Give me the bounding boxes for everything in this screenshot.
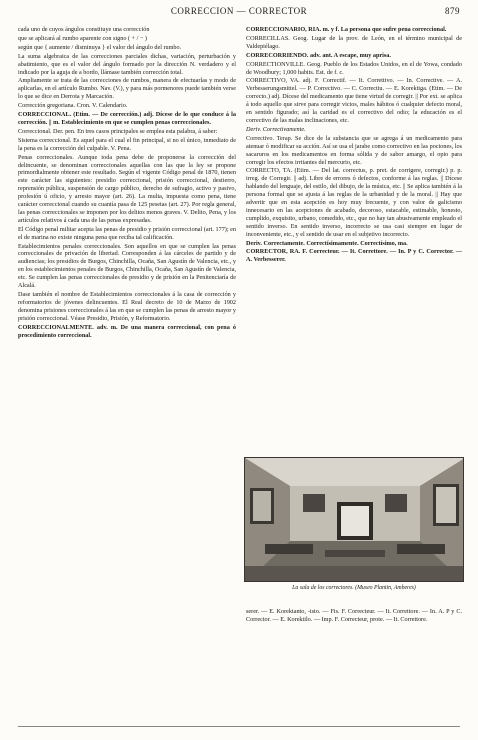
- left-paragraph: Sistema correccional. Es aquel para el cual el fin principal, si no el único, inmediato de la pena es la corrección del culpable. V. Pena.: [18, 136, 236, 152]
- entry-correctivo: CORRECTIVO, VA. adj. F. Correctif. — It. Correttivo. — In. Corrective. — A. Verbesserungsmittel. — P. Correctivo. — C. Correctiu. — E. Korektiga. (Etim. — De correcto.) adj. Dícese del medicamento que tiene virtud de corregir. || Por ext. se aplica á todo aquello que sirve para corregir vicios, males hábitos ó cualquier defecto moral, en sentido figurado; así la caridad es el correctivo del odio; la educación es el correctivo de las malas inclinaciones, etc.: [246, 77, 462, 124]
- right-column: [246, 26, 462, 454]
- entry-corrector: CORRECTOR, RA. F. Correcteur. — It. Correttore. — In. P y C. Corrector. — A. Verbesserer.: [246, 248, 462, 264]
- left-paragraph: cada uno de cuyos ángulos constituye una corrección: [18, 26, 150, 33]
- entry-correctivo-terap: Correctivo. Terap. Se dice de la substancia que se agrega á un medicamento para atenuar ó modificar su acción. Así se usa el jarabe como correctivo en las pociones, los sacaruros en los medicamentos en forma sólida y de sabor amargo, el opio para corregir los efectos irritantes del mercurio, etc.: [246, 134, 462, 166]
- entry-correctionville: CORRECTIONVILLE. Geog. Pueblo de los Estados Unidos, en el de Yowa, condado de Woodbury; 1,000 habits. Est. de f. c.: [246, 60, 462, 76]
- left-column: [18, 26, 236, 722]
- left-paragraph: que se aplicará al rumbo aparente con signo ( + / − ): [18, 34, 147, 42]
- entry-correccional: CORRECCIONAL. (Etim. — De corrección.) adj. Dícese de lo que conduce á la corrección. || m. Establecimiento en que se cumplen penas correccionales.: [18, 111, 236, 126]
- left-paragraph: La suma algebraica de las correcciones parciales dichas, variación, perturbación y abatimiento, que es el valor del ángulo formado por la dirección N. verdadero y el indicado por la aguja de a bordo, llámase también corrección total.: [18, 52, 236, 76]
- right-bottom-paragraph: serer. — E. Korektanto, -isto. — Fis. F. Correcteur. — It. Correttore. — In. A. P y C. Corrector. — E. Korektilo. — Imp. F. Correcteur, prote. — It. Correttore.: [246, 608, 462, 623]
- left-paragraph: Corrección gregoriana. Cron. V. Calendario.: [18, 102, 128, 110]
- left-paragraph: Dase también el nombre de Establecimientos correccionales á la casa de corrección y reformatorios de jóvenes delincuentes. El Real decreto de 10 de Marzo de 1902 denomina prisiones correccionales á las en que se cumplen las penas de arresto mayor y prisión correccional. Véase Presidio, Prisión, y Reformatorio.: [18, 291, 236, 322]
- page-header: [18, 6, 460, 20]
- left-paragraph: Penas correccionales. Aunque toda pena debe de proponerse la corrección del delincuente, se denominan correccionales aquellas con las que la ley se propone primordialmente obtener este resultado. Según el vigente Código penal de 1870, tienen este carácter las siguientes: presidio correccional, prisión correccional, destierro, reprensión pública, suspensión de cargo público, derecho de sufragio, activo y pasivo, profesión ú oficio, y arresto mayor (art. 26). La multa, impuesta como pena, tiene carácter correccional cuando su cuantía pasa de 125 pesetas (art. 27). Por regla general, las penas correccionales se imponen por los delitos menos graves. V. Delito, Pena, y los artículos relativos á cada una de las penas expresadas.: [18, 153, 236, 224]
- entry-correcorriendo: CORRECORRIENDO. adv. ant. A escape, muy aprisa.: [246, 51, 391, 59]
- photo-illustration: [245, 458, 464, 582]
- left-paragraph: Establecimientos penales correccionales. Son aquellos en que se cumplen las penas correccionales de privación de libertad. Corresponden á las cárceles de partido y de audiencias; los presidios de Burgos, Chinchilla, Ocaña, San Agustín de Valencia, etc., y en los establecimientos penales de Burgos, Chinchilla, Ocaña, San Agustín de Valencia, etc. Se cumplen las penas correccionales de presidio y de prisión en la Penitenciaría de Alcalá.: [18, 242, 236, 290]
- running-title: CORRECCION — CORRECTOR: [170, 6, 308, 16]
- left-paragraph: según que { aumente / disminuya } el valor del ángulo del rumbo.: [18, 43, 182, 51]
- page-number: 879: [445, 6, 460, 16]
- entry-correcillas: CORRECILLAS. Geog. Lugar de la prov. de León, en el término municipal de Valdepiélago.: [246, 34, 462, 50]
- derivative-line: Deriv. Correctamente. Correctísimamente. Correctísimo, ma.: [246, 239, 408, 247]
- photo-caption: La sala de los correctores. (Museo Plantin, Amberes): [292, 585, 416, 591]
- right-bottom-column: [246, 608, 462, 718]
- derivative-line: Deriv. Correctivamente.: [246, 125, 306, 133]
- entry-correcto: CORRECTO, TA. (Etim. — Del lat. correctus, p. pret. de corrigere, corregir.) p. p. irreg. de Corregir. || adj. Libre de errores ó defectos, conforme á las reglas. || Dícese hablando del lenguaje, del estilo, del dibujo, de la música, etc. || Se aplica también á la persona formal que se ajusta á las reglas de la urbanidad y de la moral. || Hay que advertir que en esta acepción es hoy muy frecuente, y con valor de galicismo innecesario en las acepciones de acabado, decoroso, estacable, estimable, honesto, cumplido, exquisito, urbano, comedido, etc., que no hay tan abusivamente empleado el sentido inverso. En sentido inverso, incorrecto se usa casi siempre en lugar de inconveniente, etc., y el sentido de usar en el subjetivo incorrecto.: [246, 167, 462, 238]
- page-footer: [18, 726, 460, 736]
- correctors-room-photo: [244, 457, 464, 582]
- left-paragraph: El Código penal militar acepta las penas de presidio y prisión correccional (art. 177); en el de marina no existe ninguna pena que reciba tal calificación.: [18, 225, 236, 241]
- entry-correccionalmente: CORRECCIONALMENTE. adv. m. De una manera correccional, con pena ó procedimiento correccional.: [18, 323, 236, 339]
- left-paragraph: Ampliamente se trata de las correcciones de rumbos, manera de efectuarlas y modo de aplicarlas, en el artículo Rumbo. Nav. (V.), y para más pormenores puede también verse lo que se dice en Derrota y Marcación.: [18, 77, 236, 101]
- left-paragraph: Correccional. Der. pen. En tres casos principales se emplea esta palabra, á saber:: [18, 127, 218, 135]
- entry-correccionario: CORRECCIONARIO, RIA. m. y f. La persona que sufre pena correccional.: [246, 26, 447, 33]
